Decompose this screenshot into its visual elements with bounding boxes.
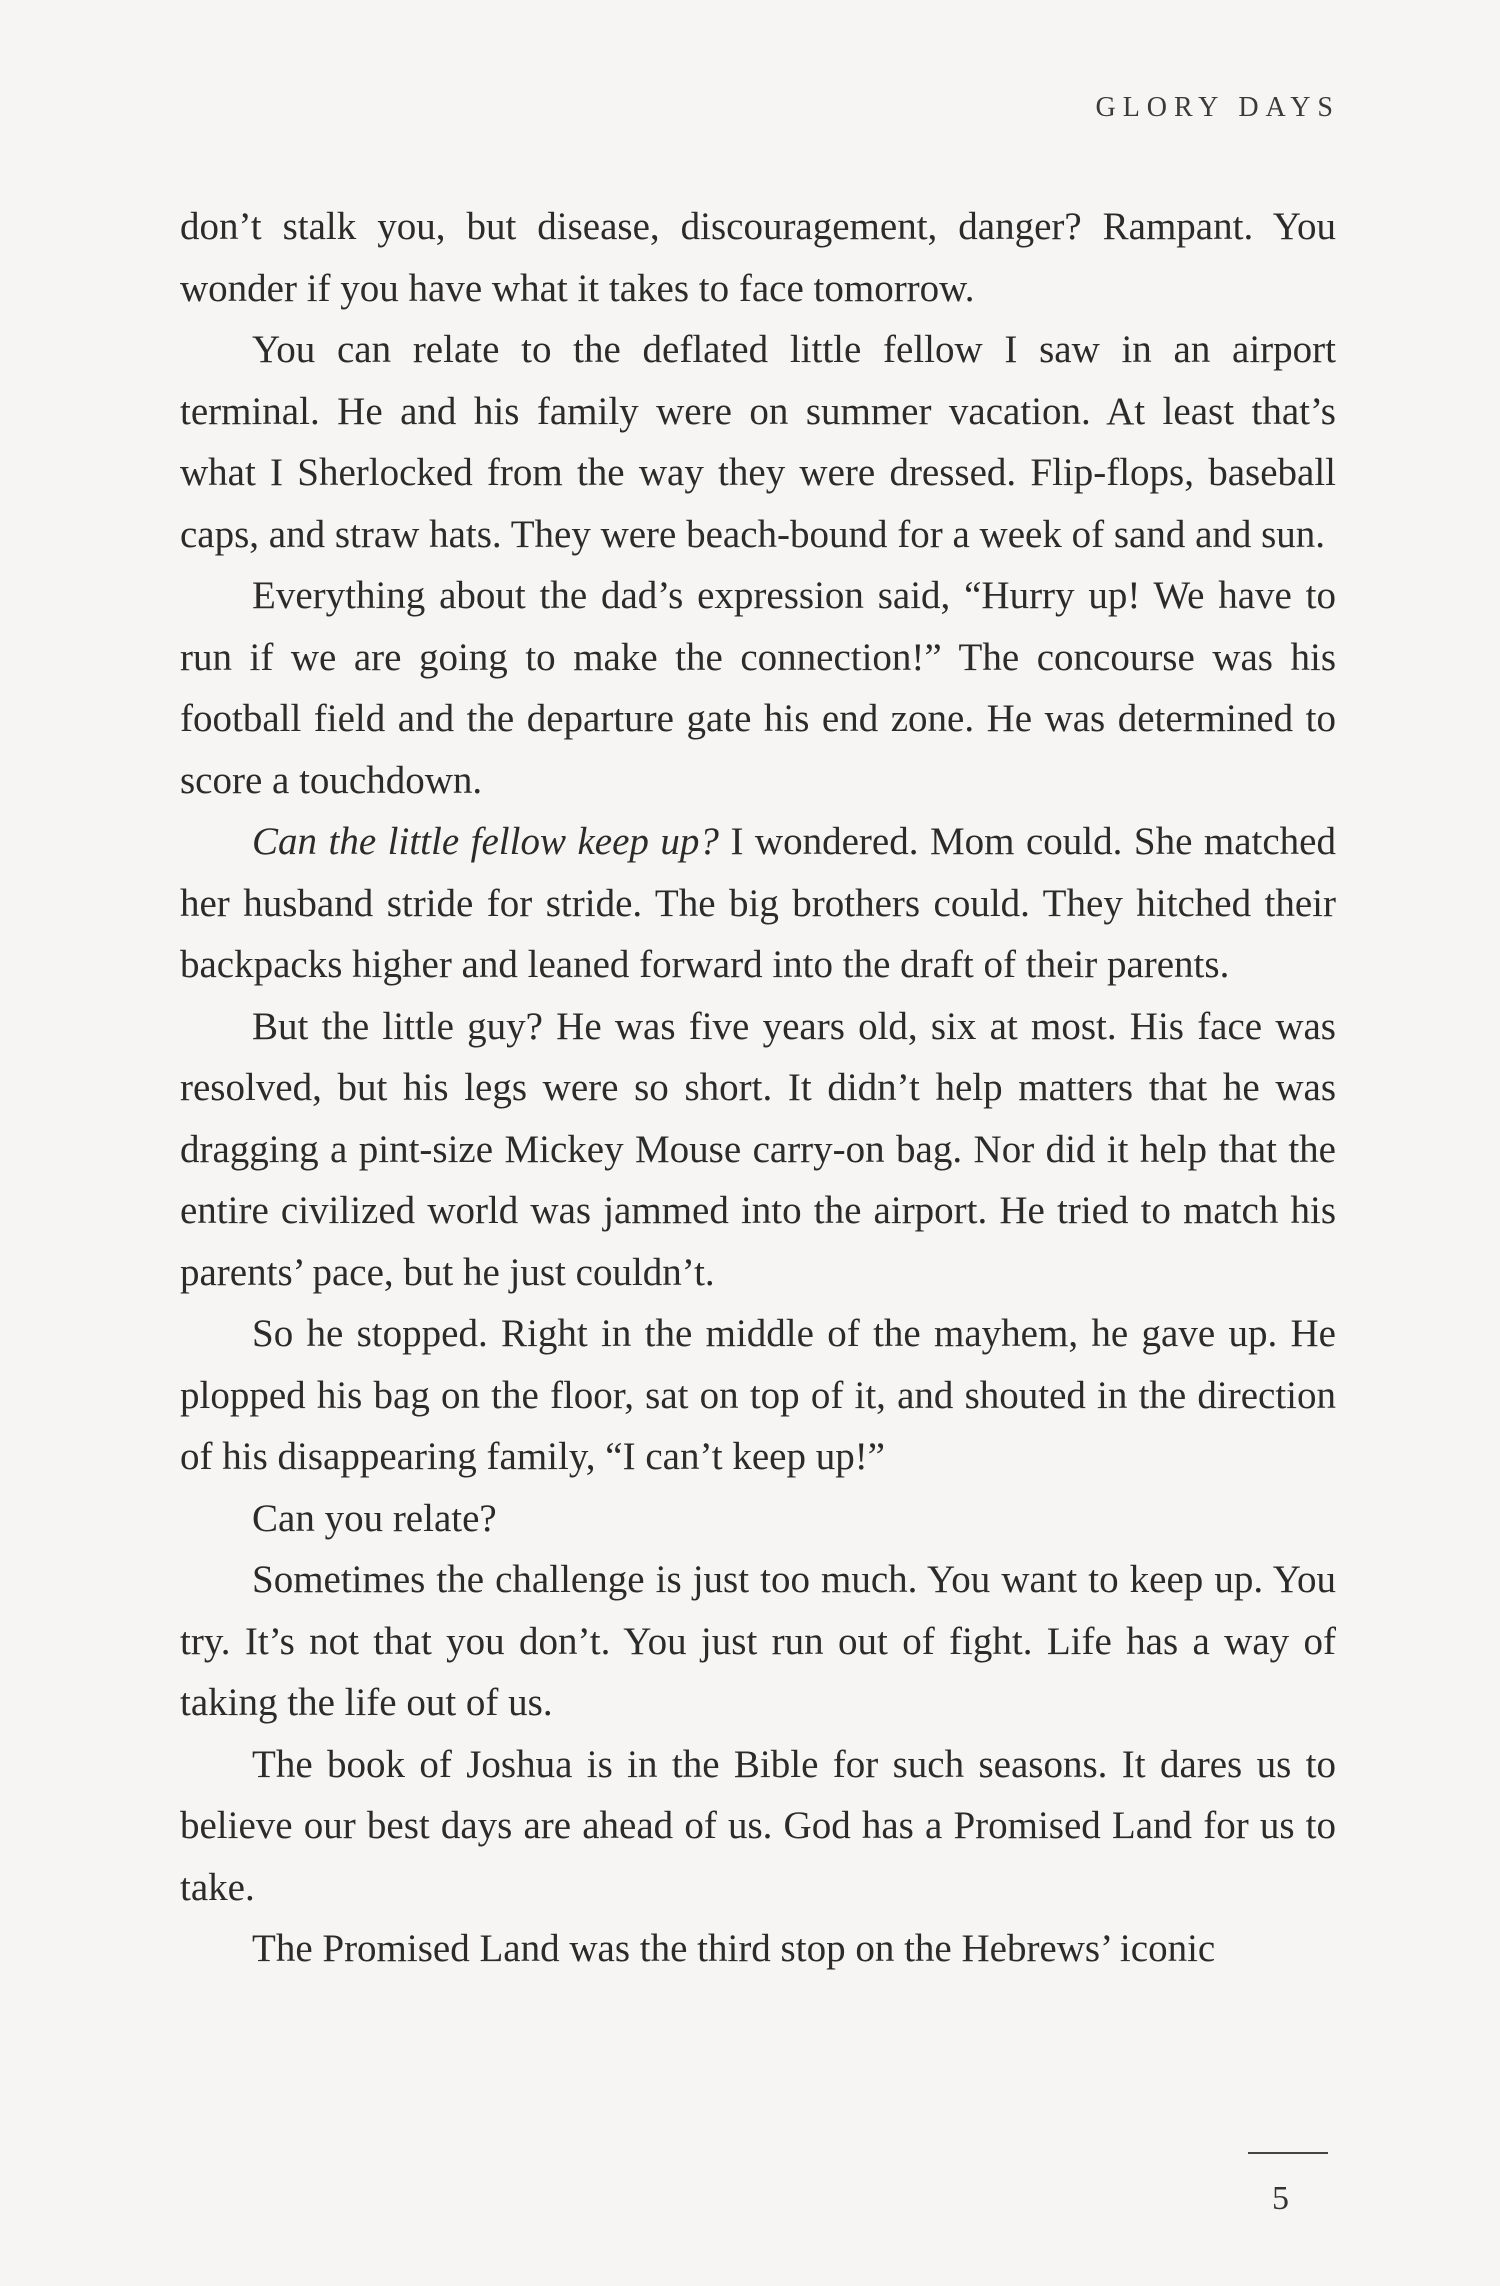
paragraph-5: But the little guy? He was five years old, six at most. His face was resolved, but his legs were so short. It didn’t help matters that he was dragging a pint-size Mickey Mouse carry-on bag. Nor did it help that the entire civilized world was jammed into the airport. He tried to match his parents’ pace, but he just couldn’t. bbox=[180, 1004, 1336, 1294]
page-number: 5 bbox=[1272, 2180, 1289, 2217]
paragraph-2: You can relate to the deflated little fellow I saw in an airport terminal. He and his family were on summer vacation. At least that’s what I Sherlocked from the way they were dressed. Flip-flops, baseball caps, and straw hats. They were beach-bound for a week of sand and sun. bbox=[180, 328, 1336, 556]
paragraph-7: Can you relate? bbox=[252, 1496, 497, 1540]
folio-rule bbox=[1248, 2152, 1328, 2154]
paragraph-4-text: I wondered. Mom could. She matched her husband stride for stride. The big brothers could. They hitched their backpacks higher and leaned forward into the draft of their parents. bbox=[180, 820, 1336, 986]
paragraph-8: Sometimes the challenge is just too much. You want to keep up. You try. It’s not that you don’t. You just run out of fight. Life has a way of taking the life out of us. bbox=[180, 1558, 1336, 1724]
paragraph-9: The book of Joshua is in the Bible for such seasons. It dares us to believe our best days are ahead of us. God has a Promised Land for us to take. bbox=[180, 1742, 1336, 1909]
paragraph-10: The Promised Land was the third stop on the Hebrews’ iconic bbox=[252, 1927, 1216, 1970]
paragraph-3: Everything about the dad’s expression said, “Hurry up! We have to run if we are going to make the connection!” The concourse was his football field and the departure gate his end zone. He was determined to score a touchdown. bbox=[180, 574, 1336, 802]
paragraph-6: So he stopped. Right in the middle of the mayhem, he gave up. He plopped his bag on the floor, sat on top of it, and shouted in the direction of his disappearing family, “I can’t keep up!” bbox=[180, 1312, 1336, 1478]
paragraph-4 bbox=[180, 811, 1336, 996]
running-head: GLORY DAYS bbox=[1095, 92, 1340, 123]
paragraph-1: don’t stalk you, but disease, discouragement, danger? Rampant. You wonder if you have what it takes to face tomorrow. bbox=[180, 205, 1336, 310]
italic-phrase: Can the little fellow keep up? bbox=[252, 820, 719, 863]
body-text bbox=[180, 196, 1336, 1980]
